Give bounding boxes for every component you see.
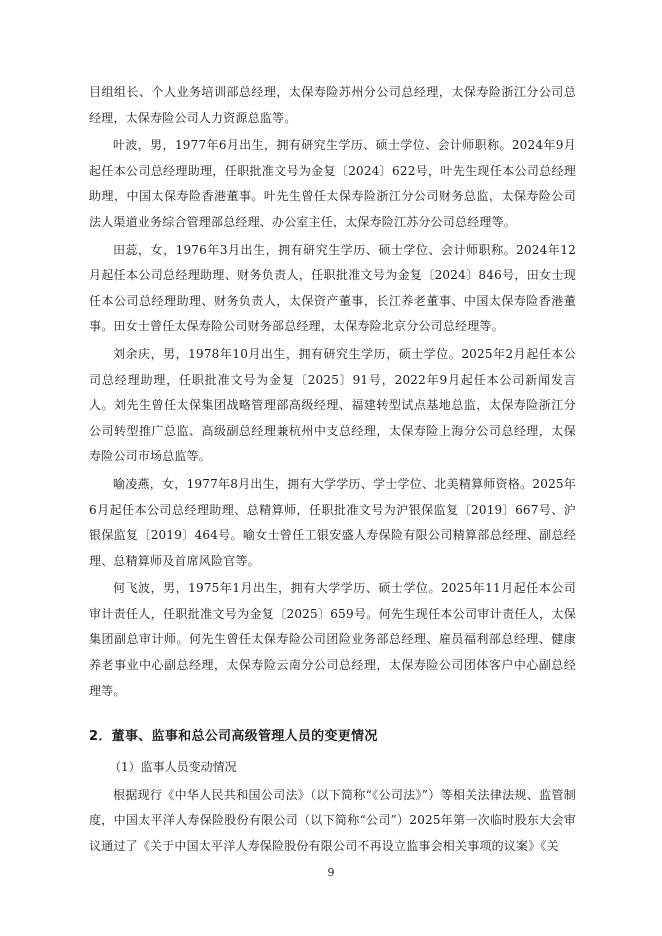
paragraph-continued: 目组组长、个人业务培训部总经理，太保寿险苏州分公司总经理，太保寿险浙江分公司总经理，太保寿险公司人力资源总监等。: [89, 85, 576, 125]
paragraph-ye-bo: 叶波，男，1977年6月出生，拥有研究生学历、硕士学位、会计师职称。2024年9月起任本公司总经理助理，任职批准文号为金复〔2024〕622号，叶先生现任本公司总经理助理，中国太保寿险香港董事。叶先生曾任太保寿险浙江分公司财务总监，太保寿险公司法人渠道业务综合管理部总经理、办公室主任，太保寿险江苏分公司总经理等。: [89, 138, 576, 229]
section-heading: 2．董事、监事和总公司高级管理人员的变更情况: [89, 729, 378, 745]
paragraph-he-feibo: 何飞波，男，1975年1月出生，拥有大学学历、硕士学位。2025年11月起任本公司审计责任人，任职批准文号为金复〔2025〕659号。何先生现任本公司审计责任人，太保集团副总审计师。何先生曾任太保寿险公司团险业务部总经理、雇员福利部总经理、健康养老事业中心副总经理，太保寿险云南分公司总经理，太保寿险公司团体客户中心副总经理等。: [89, 581, 576, 698]
paragraph-supervisor-change: 根据现行《中华人民共和国公司法》（以下简称“《公司法》”）等相关法律法规、监管制度，中国太平洋人寿保险股份有限公司（以下简称“公司”）2025年第一次临时股东大会审议通过了《关于中国太平洋人寿保险股份有限公司不再设立监事会相关事项的议案》《关: [89, 787, 576, 854]
page-number: 9: [327, 866, 335, 879]
paragraph-liu-yuqing: 刘余庆，男，1978年10月出生，拥有研究生学历，硕士学位。2025年2月起任本公司总经理助理，任职批准文号为金复〔2025〕91号，2022年9月起任本公司新闻发言人。刘先生曾任太保集团战略管理部高级经理、福建转型试点基地总监，太保寿险浙江分公司转型推广总监、高级副总经理兼杭州中支总经理，太保寿险上海分公司总经理，太保寿险公司市场总监等。: [89, 346, 576, 464]
document-body: [89, 80, 576, 860]
paragraph-yu-lingyan: 喻凌燕，女，1977年8月出生，拥有大学学历、学士学位、北美精算师资格。2025年6月起任本公司总经理助理、总精算师，任职批准文号为沪银保监复〔2019〕667号、沪银保监复〔2019〕464号。喻女士曾任工银安盛人寿保险有限公司精算部总经理、副总经理、总精算师及首席风险官等。: [89, 476, 576, 568]
subsection-heading: （1）监事人员变动情况: [109, 760, 237, 775]
paragraph-tian-rui: 田蕊，女，1976年3月出生，拥有研究生学历、硕士学位、会计师职称。2024年12月起任本公司总经理助理、财务负责人，任职批准文号为金复〔2024〕846号，田女士现任本公司总经理助理、财务负责人，太保资产董事，长江养老董事、中国太保寿险香港董事。田女士曾任太保寿险公司财务部总经理，太保寿险北京分公司总经理等。: [89, 242, 576, 334]
